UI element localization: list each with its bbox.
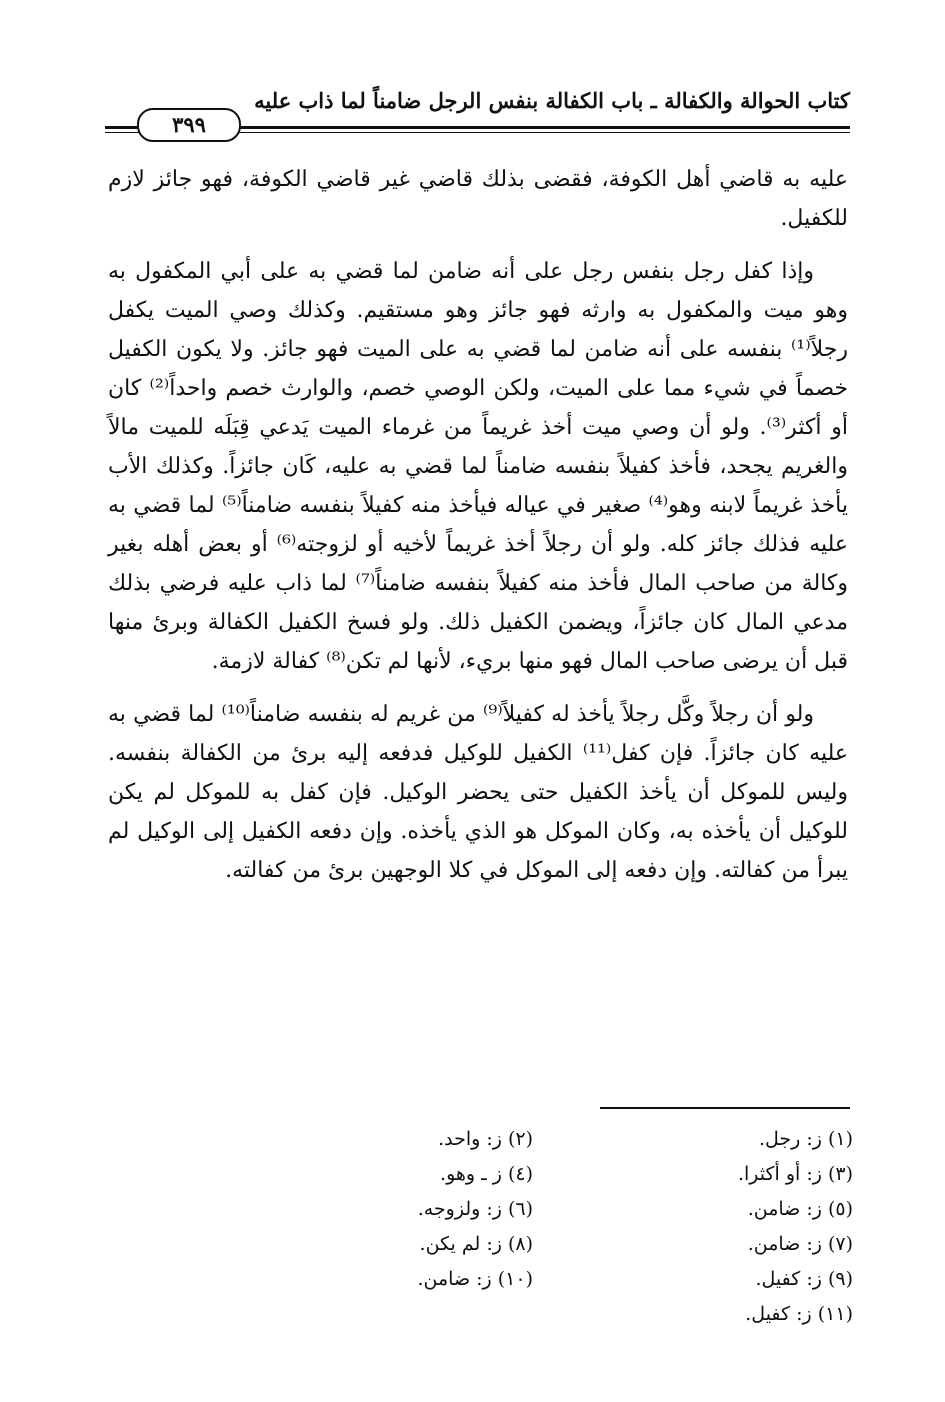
page-number: ٣٩٩ bbox=[137, 108, 241, 142]
footnote-row bbox=[300, 1157, 853, 1192]
footnote-row bbox=[300, 1227, 853, 1262]
paragraph-1-text: عليه به قاضي أهل الكوفة، فقضى بذلك قاضي غير قاضي الكوفة، فهو جائز لازم للكفيل. bbox=[108, 167, 848, 231]
footnote-2: (٢) ز: واحد. bbox=[438, 1128, 533, 1150]
footnote-9: (٩) ز: كفيل. bbox=[755, 1268, 853, 1290]
footnote-7: (٧) ز: ضامن. bbox=[747, 1233, 853, 1255]
footnote-row bbox=[300, 1262, 853, 1297]
footnote-4: (٤) ز ـ وهو. bbox=[440, 1163, 533, 1185]
footnote-1: (١) ز: رجل. bbox=[758, 1128, 853, 1150]
body-text bbox=[108, 160, 848, 890]
header-title: كتاب الحوالة والكفالة ـ باب الكفالة بنفس الرجل ضامناً لما ذاب عليه bbox=[254, 88, 850, 113]
footnote-row bbox=[300, 1122, 853, 1157]
paragraph-2 bbox=[108, 252, 848, 681]
paragraph-3-text: ولو أن رجلاً وكَّل رجلاً يأخذ له كفيلاً⁽⁹⁾ من غريم له بنفسه ضامناً⁽¹⁰⁾ لما قضي به عليه كان جائزاً. فإن كفل⁽¹¹⁾ الكفيل للوكيل فدفعه إليه برئ من الكفالة بنفسه. وليس للموكل أن يأخذ الكفيل حتى يحضر الوكيل. فإن كفل به للموكل لم يكن للوكيل أن يأخذه به، وكان الموكل هو الذي يأخذه. وإن دفعه الكفيل إلى الوكيل لم يبرأ من كفالته. وإن دفعه إلى الموكل في كلا الوجهين برئ من كفالته. bbox=[108, 702, 848, 883]
paragraph-3 bbox=[108, 695, 848, 890]
footnote-row bbox=[300, 1297, 853, 1332]
paragraph-2-text: وإذا كفل رجل بنفس رجل على أنه ضامن لما قضي به على أبي المكفول به وهو ميت والمكفول به وارثه فهو جائز وهو مستقيم. وكذلك وصي الميت يكفل رجلاً⁽¹⁾ بنفسه على أنه ضامن لما قضي به على الميت فهو جائز. ولا يكون الكفيل خصماً في شيء مما على الميت، ولكن الوصي خصم، والوارث خصم واحداً⁽²⁾ كان أو أكثر⁽³⁾. ولو أن وصي ميت أخذ غريماً من غرماء الميت يَدعي قِبَلَه للميت مالاً والغريم يجحد، فأخذ كفيلاً بنفسه ضامناً لما قضي به عليه، كَان جائزاً. وكذلك الأب يأخذ غريماً لابنه وهو⁽⁴⁾ صغير في عياله فيأخذ منه كفيلاً بنفسه ضامناً⁽⁵⁾ لما قضي به عليه فذلك جائز كله. ولو أن رجلاً أخذ غريماً لأخيه أو لزوجته⁽⁶⁾ أو بعض أهله بغير وكالة من صاحب المال فأخذ منه كفيلاً بنفسه ضامناً⁽⁷⁾ لما ذاب عليه فرضي بذلك مدعي المال كان جائزاً، ويضمن الكفيل ذلك. ولو فسخ الكفيل الكفالة وبرئ منها قبل أن يرضى صاحب المال فهو منها بريء، لأنها لم تكن⁽⁸⁾ كفالة لازمة. bbox=[108, 259, 849, 674]
footnotes bbox=[300, 1122, 853, 1332]
running-header bbox=[105, 82, 850, 142]
footnote-separator bbox=[600, 1107, 850, 1109]
footnote-row bbox=[300, 1192, 853, 1227]
paragraph-1 bbox=[108, 160, 848, 238]
footnote-10: (١٠) ز: ضامن. bbox=[417, 1268, 533, 1290]
footnote-11: (١١) ز: كفيل. bbox=[745, 1303, 853, 1325]
footnote-3: (٣) ز: أو أكثرا. bbox=[737, 1163, 853, 1185]
footnote-6: (٦) ز: ولزوجه. bbox=[417, 1198, 533, 1220]
footnote-5: (٥) ز: ضامن. bbox=[747, 1198, 853, 1220]
footnote-8: (٨) ز: لم يكن. bbox=[419, 1233, 533, 1255]
